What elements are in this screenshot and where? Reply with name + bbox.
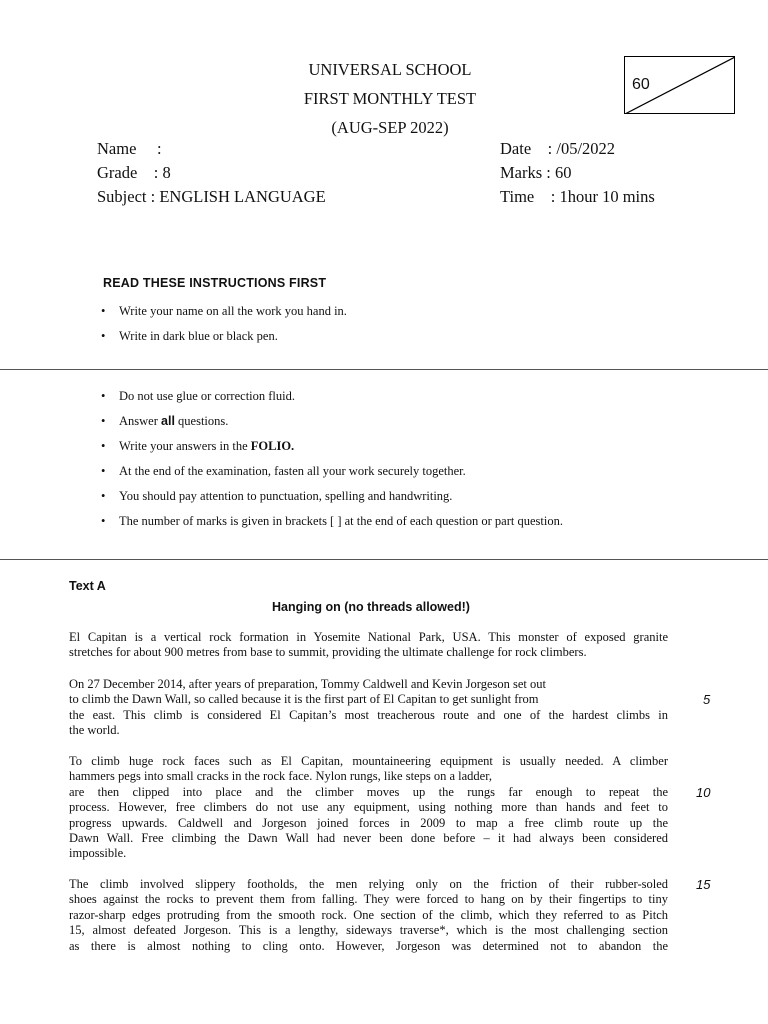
text-line: process. However, free climbers do not use any equipment, using nothing more than hands and feet to xyxy=(69,800,668,815)
grade-field: Grade : 8 xyxy=(97,163,171,182)
marks-field: Marks : 60 xyxy=(500,163,572,182)
text-line: the world. xyxy=(69,723,120,738)
bullet-icon: • xyxy=(101,464,106,478)
test-title: FIRST MONTHLY TEST xyxy=(303,89,477,108)
paragraph-4 xyxy=(69,877,668,954)
text-line: 15, almost defeated Jorgeson. This is a lengthy, sideways traverse*, which is the most challenging section xyxy=(69,923,668,938)
paragraph-3 xyxy=(69,754,668,862)
marks-box xyxy=(624,56,735,114)
text-line: shoes against the rocks to prevent them from falling. They were forced to hang on by their fingertips to tiny xyxy=(69,892,668,907)
test-term: (AUG-SEP 2022) xyxy=(331,118,449,137)
instruction-item: • Write your name on all the work you hand in. xyxy=(101,304,347,318)
marks-total: 60 xyxy=(632,76,650,93)
instruction-item: • The number of marks is given in brackets [ ] at the end of each question or part question. xyxy=(101,514,563,528)
bullet-icon: • xyxy=(101,439,106,453)
paragraph-1 xyxy=(69,630,668,661)
divider xyxy=(0,369,768,370)
time-field: Time : 1hour 10 mins xyxy=(500,187,655,206)
bullet-icon: • xyxy=(101,329,106,343)
instruction-item: • You should pay attention to punctuation, spelling and handwriting. xyxy=(101,489,453,503)
text-line: razor-sharp edges protruding from the smooth rock. One section of the climb, which they referred to as Pitch xyxy=(69,907,668,922)
line-number: 15 xyxy=(696,877,711,892)
instruction-item: • Do not use glue or correction fluid. xyxy=(101,389,295,403)
instruction-item: • Answer all questions. xyxy=(101,414,229,428)
bullet-icon: • xyxy=(101,514,106,528)
text-label: Text A xyxy=(69,579,106,593)
text-line: stretches for about 900 metres from base to summit, providing the ultimate challenge for rock climbers. xyxy=(69,645,587,660)
divider xyxy=(0,559,768,560)
instruction-item: • At the end of the examination, fasten all your work securely together. xyxy=(101,464,466,478)
text-line: progress upwards. Caldwell and Jorgeson joined forces in 2009 to map a free climb route up the xyxy=(69,815,668,830)
text-line: hammers pegs into small cracks in the rock face. Nylon rungs, like steps on a ladder, xyxy=(69,769,492,784)
line-number: 10 xyxy=(696,785,711,800)
instructions-title: READ THESE INSTRUCTIONS FIRST xyxy=(103,276,327,290)
bullet-icon: • xyxy=(101,414,106,428)
text-line: Dawn Wall. Free climbing the Dawn Wall had never been done before – it had always been considered xyxy=(69,831,668,846)
date-field: Date : /05/2022 xyxy=(500,139,616,158)
line-number: 5 xyxy=(703,692,711,707)
paragraph-2 xyxy=(69,677,668,739)
text-line: as there is almost nothing to cling onto. However, Jorgeson was determined not to abandon the xyxy=(69,938,668,953)
bullet-icon: • xyxy=(101,389,106,403)
bullet-icon: • xyxy=(101,304,106,318)
text-line: On 27 December 2014, after years of preparation, Tommy Caldwell and Kevin Jorgeson set out xyxy=(69,677,547,691)
subject-field: Subject : ENGLISH LANGUAGE xyxy=(97,187,326,206)
text-line: The climb involved slippery footholds, the men relying only on the friction of their rubber-soled xyxy=(69,877,668,891)
name-field: Name : xyxy=(97,139,162,158)
text-line: El Capitan is a vertical rock formation in Yosemite National Park, USA. This monster of exposed granite xyxy=(69,630,668,644)
instruction-item: • Write in dark blue or black pen. xyxy=(101,329,278,343)
school-name: UNIVERSAL SCHOOL xyxy=(308,60,472,79)
text-line: To climb huge rock faces such as El Capitan, mountaineering equipment is usually needed. A climber xyxy=(69,754,668,768)
text-line: are then clipped into place and the climber moves up the rungs far enough to repeat the xyxy=(69,784,668,799)
text-line: the east. This climb is considered El Capitan’s most treacherous route and one of the hardest climbs in xyxy=(69,707,668,722)
text-line: impossible. xyxy=(69,846,127,861)
bullet-icon: • xyxy=(101,489,106,503)
instruction-item: • Write your answers in the FOLIO. xyxy=(101,439,295,453)
text-title: Hanging on (no threads allowed!) xyxy=(272,600,470,614)
text-line: to climb the Dawn Wall, so called because it is the first part of El Capitan to get sunlight from xyxy=(69,692,539,707)
